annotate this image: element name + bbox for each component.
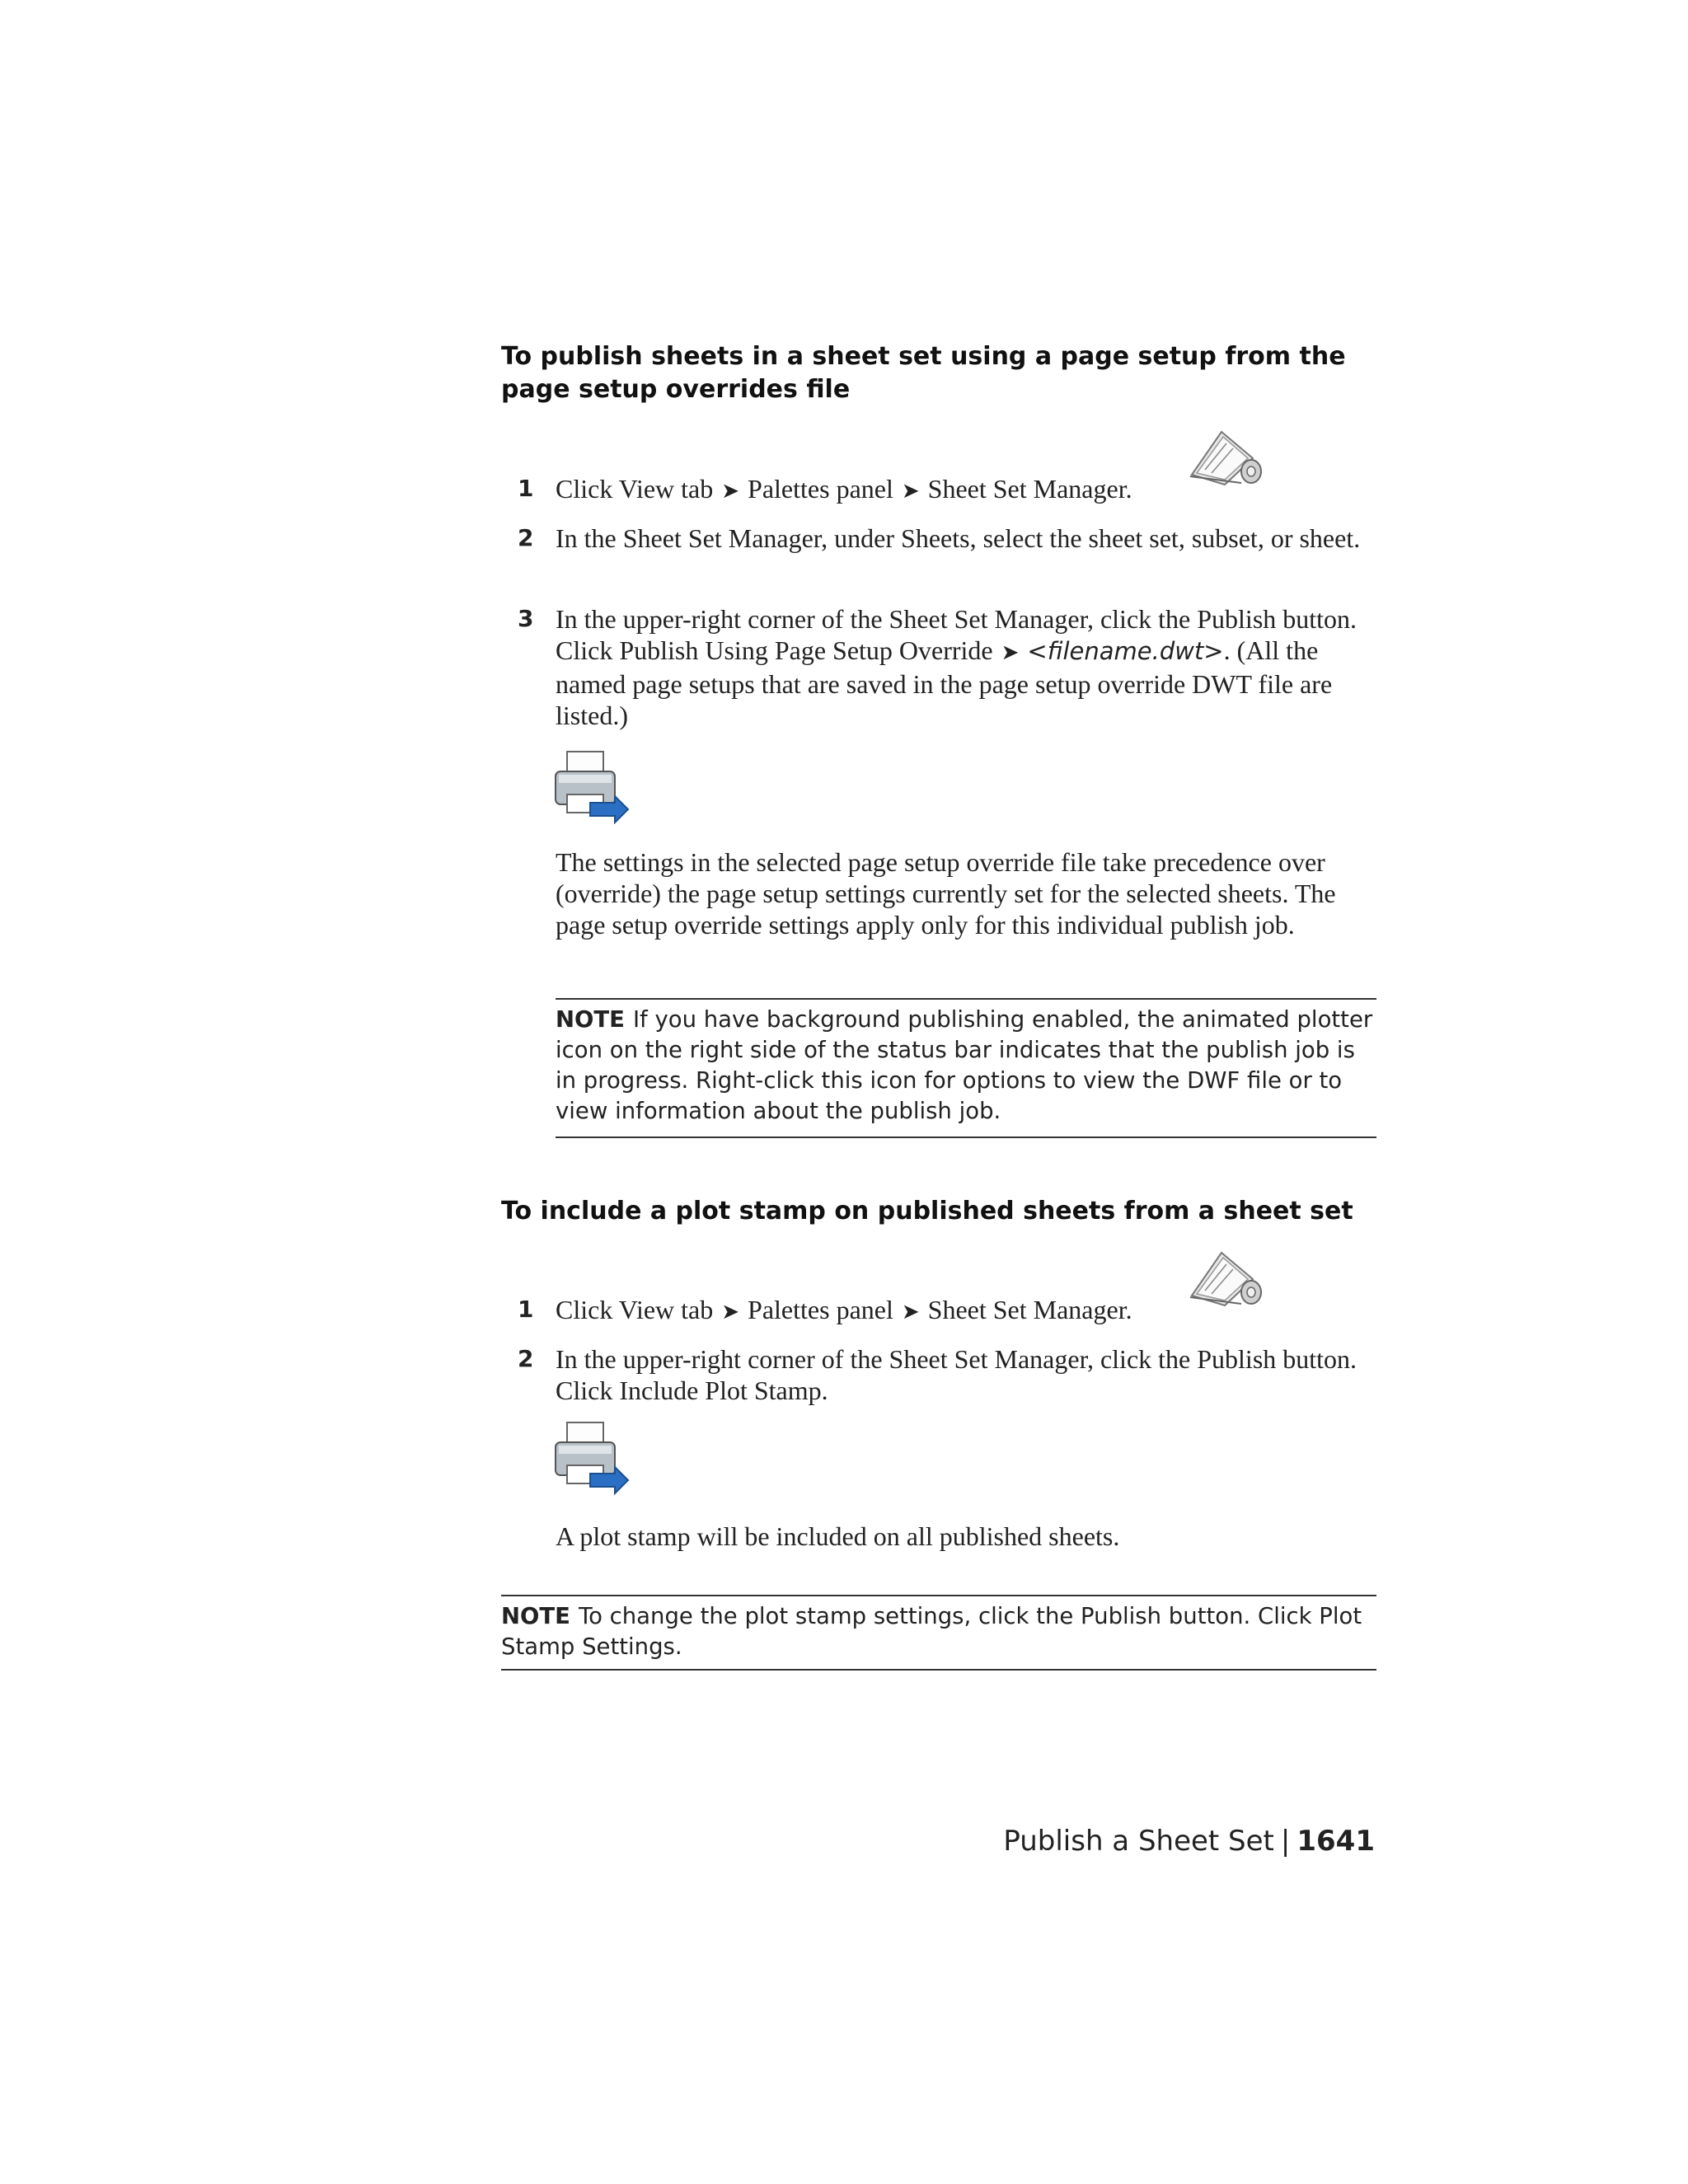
step-number: 1 <box>518 1296 534 1323</box>
step-number: 3 <box>518 605 534 632</box>
section-heading-plot-stamp: To include a plot stamp on published sheets from a sheet set <box>501 1197 1353 1226</box>
sheet-set-manager-icon <box>1189 1246 1264 1309</box>
step-text: In the Sheet Set Manager, under Sheets, select the sheet set, subset, or sheet. <box>556 523 1361 553</box>
menu-arrow-icon: ➤ <box>901 1300 920 1324</box>
menu-arrow-icon: ➤ <box>1001 640 1020 665</box>
step-number: 1 <box>518 475 534 502</box>
note-text: To change the plot stamp settings, click the Publish button. Click Plot Stamp Settings. <box>501 1603 1362 1660</box>
plot-stamp-settings-note <box>501 1595 1376 1671</box>
plot-stamp-paragraph: A plot stamp will be included on all published sheets. <box>556 1521 1120 1551</box>
step-text: Click View tab ➤ Palettes panel ➤ Sheet Set Manager. <box>556 1295 1132 1324</box>
note-label: NOTE <box>501 1603 570 1629</box>
menu-arrow-icon: ➤ <box>721 479 740 504</box>
menu-arrow-icon: ➤ <box>901 479 920 504</box>
note-label: NOTE <box>556 1006 625 1033</box>
background-publishing-note <box>556 998 1376 1138</box>
step-2-include-plot-stamp <box>518 1343 1375 1409</box>
publish-printer-icon <box>552 748 631 824</box>
publish-printer-icon <box>552 1419 631 1495</box>
step-number: 2 <box>518 1345 534 1372</box>
sheet-set-manager-icon <box>1189 425 1264 488</box>
step-3-publish-override <box>518 603 1375 735</box>
section-heading-page-setup-override: To publish sheets in a sheet set using a page setup from the page setup overrides file <box>501 342 1346 404</box>
override-explanation-paragraph: The settings in the selected page setup override file take precedence over (override) the page setup settings currently set for the selected sheets. The page setup override settings apply only for this individual publish job. <box>556 847 1336 940</box>
step-2-select-sheet-set <box>518 523 1375 588</box>
step-number: 2 <box>518 524 534 551</box>
page-footer <box>1003 1823 1375 1859</box>
menu-arrow-icon: ➤ <box>721 1300 740 1324</box>
page-number: 1641 <box>1296 1825 1375 1858</box>
step-text: In the upper-right corner of the Sheet Set Manager, click the Publish button. Click Include Plot Stamp. <box>556 1344 1357 1405</box>
filename-placeholder: <filename.dwt> <box>1027 637 1224 665</box>
step-text: Click View tab ➤ Palettes panel ➤ Sheet Set Manager. <box>556 474 1132 504</box>
footer-separator: | <box>1280 1825 1291 1858</box>
footer-section-title: Publish a Sheet Set <box>1003 1825 1274 1858</box>
step-text: In the upper-right corner of the Sheet Set Manager, click the Publish button. Click Publish Using Page Setup Override ➤ <filename.dwt>. (All the named page setups that are saved in the page setup override DWT file are listed.) <box>556 604 1357 730</box>
note-text: If you have background publishing enabled, the animated plotter icon on the right side of the status bar indicates that the publish job is in progress. Right-click this icon for options to view the DWF file or to view information about the publish job. <box>556 1006 1373 1124</box>
